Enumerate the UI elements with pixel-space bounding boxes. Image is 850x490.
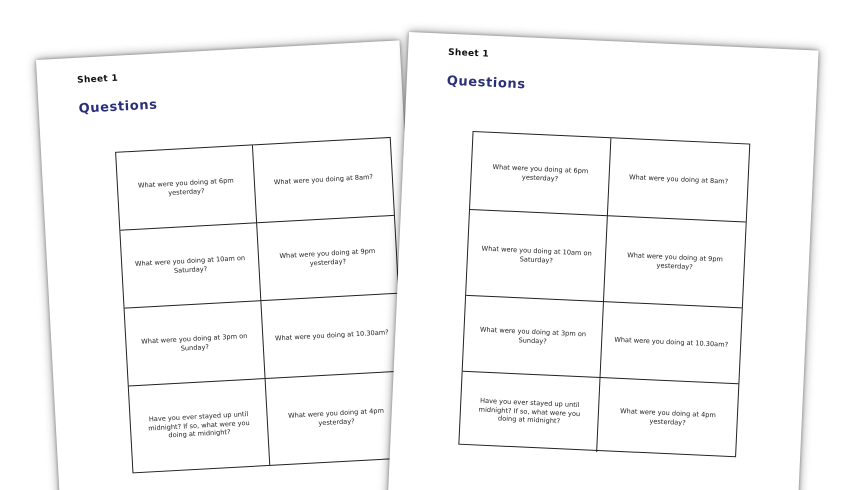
- questions-heading: Questions: [446, 73, 526, 93]
- question-card: What were you doing at 3pm on Sunday?: [125, 301, 266, 386]
- question-card: What were you doing at 8am?: [608, 138, 749, 222]
- worksheet-page-back: [36, 40, 425, 490]
- question-card: What were you doing at 10am on Saturday?: [120, 223, 261, 308]
- question-card: What were you doing at 4pm yesterday?: [619, 407, 717, 427]
- question-card: Have you ever stayed up until midnight? If so, what were you doing at midnight?: [129, 379, 270, 472]
- question-card: What were you doing at 10am on Saturday?: [466, 210, 608, 302]
- question-card: What were you doing at 10.30am?: [600, 302, 741, 384]
- worksheet-page-front: [386, 32, 818, 490]
- question-card: What were you doing at 10.30am?: [261, 294, 402, 379]
- question-card-grid: [458, 131, 750, 457]
- question-card: What were you doing at 8am?: [253, 138, 394, 223]
- questions-heading: Questions: [78, 97, 158, 117]
- question-card: What were you doing at 3pm on Sunday?: [463, 296, 604, 378]
- question-card: What were you doing at 6pm yesterday?: [470, 132, 611, 216]
- question-card-grid: [115, 137, 408, 473]
- question-card: What were you doing at 9pm yesterday?: [604, 216, 746, 308]
- question-card: Have you ever stayed up until midnight? If so, what were you doing at midnight?: [459, 372, 600, 452]
- sheet-label: Sheet 1: [76, 73, 119, 86]
- sheet-label: Sheet 1: [447, 47, 490, 60]
- question-card: What were you doing at 6pm yesterday?: [116, 145, 257, 230]
- question-card: What were you doing at 9pm yesterday?: [257, 216, 398, 301]
- question-card: What were you doing at 4pm yesterday?: [287, 406, 385, 428]
